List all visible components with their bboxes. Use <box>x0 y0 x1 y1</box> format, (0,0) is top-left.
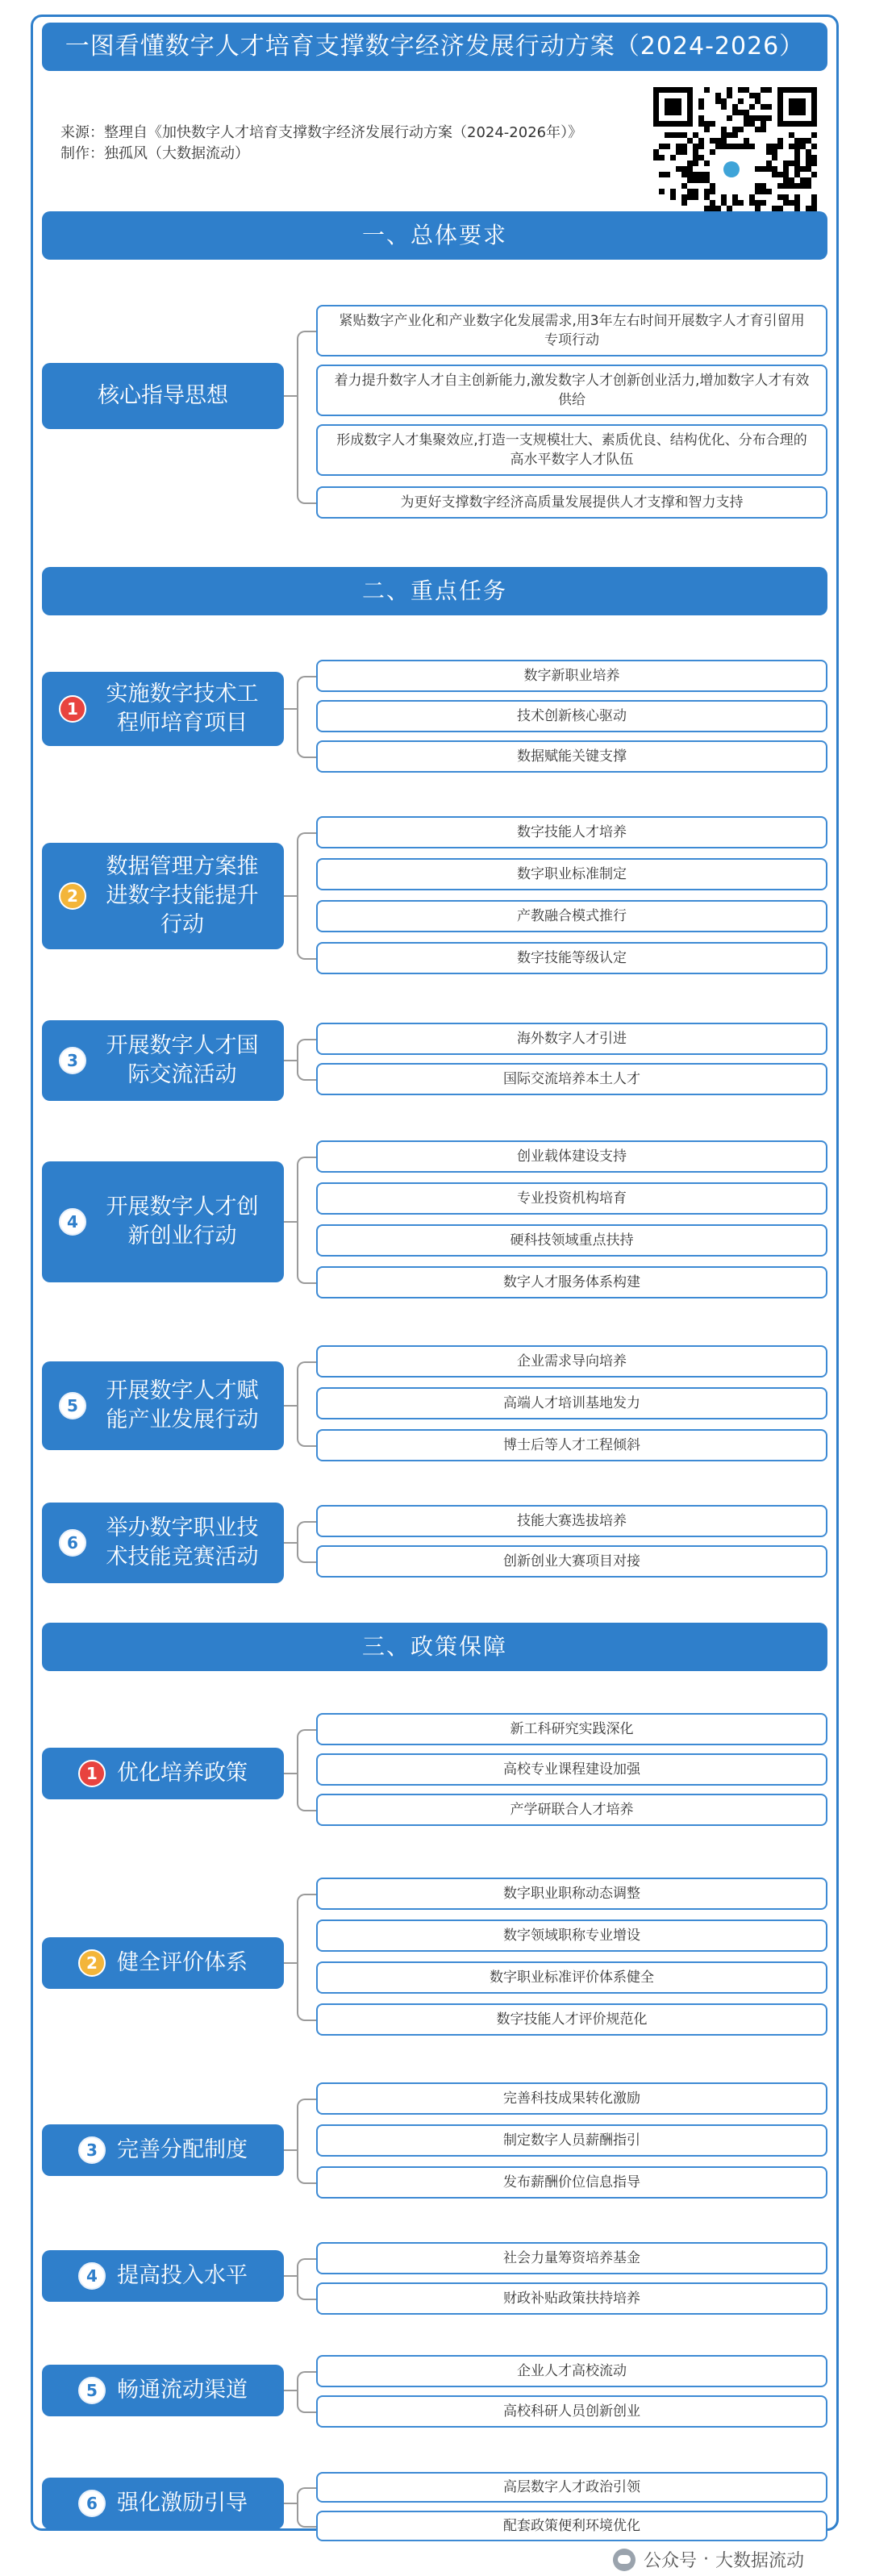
sub-item: 制定数字人员薪酬指引 <box>316 2124 827 2157</box>
sub-item: 高校科研人员创新创业 <box>316 2395 827 2428</box>
main-category-box <box>42 2250 284 2302</box>
number-badge: 3 <box>59 1047 86 1074</box>
wechat-icon <box>613 2549 636 2571</box>
connector-line <box>284 1060 297 1061</box>
sub-item: 硬科技领域重点扶持 <box>316 1224 827 1257</box>
sub-item: 财政补贴政策扶持培养 <box>316 2282 827 2315</box>
page-title: 一图看懂数字人才培育支撑数字经济发展行动方案（2024-2026） <box>42 23 827 71</box>
number-badge: 2 <box>78 1949 106 1977</box>
bracket <box>297 2099 316 2184</box>
number-badge: 1 <box>59 695 86 723</box>
main-category-label: 健全评价体系 <box>117 1950 248 1975</box>
main-category-label: 开展数字人才赋能产业发展行动 <box>106 1378 259 1432</box>
bracket <box>297 1361 316 1447</box>
source-line: 来源：整理自《加快数字人才培育支撑数字经济发展行动方案（2024-2026年）》 <box>60 124 583 141</box>
sub-item: 数字领域职称专业增设 <box>316 1919 827 1952</box>
sub-item: 创新创业大赛项目对接 <box>316 1545 827 1578</box>
sub-item: 数字新职业培养 <box>316 660 827 692</box>
sub-item: 数字人才服务体系构建 <box>316 1266 827 1298</box>
number-badge: 4 <box>59 1208 86 1236</box>
main-category-box <box>42 1161 284 1282</box>
footer-platform: 公众号 <box>644 2551 698 2571</box>
sub-item: 完善科技成果转化激励 <box>316 2082 827 2115</box>
main-category-label: 开展数字人才国际交流活动 <box>106 1033 259 1087</box>
author-line: 制作：独孤风（大数据流动） <box>60 145 249 162</box>
main-category-box <box>42 2124 284 2176</box>
bracket <box>297 1729 316 1811</box>
sub-item: 创业载体建设支持 <box>316 1140 827 1173</box>
main-category-box <box>42 2478 284 2529</box>
sub-item: 产学研联合人才培养 <box>316 1794 827 1826</box>
sub-item: 高层数字人才政治引领 <box>316 2472 827 2503</box>
number-badge: 5 <box>59 1392 86 1419</box>
sub-item: 数字技能人才培养 <box>316 816 827 848</box>
number-badge: 4 <box>78 2262 106 2290</box>
connector-line <box>284 1542 297 1544</box>
sub-item: 高端人才培训基地发力 <box>316 1387 827 1419</box>
connector-line <box>284 2390 297 2391</box>
number-badge: 3 <box>78 2136 106 2164</box>
main-category-label: 实施数字技术工程师培育项目 <box>106 682 259 736</box>
bracket <box>297 1157 316 1284</box>
bracket <box>297 2487 316 2528</box>
main-category-box <box>42 1503 284 1583</box>
connector-line <box>284 1962 297 1964</box>
sub-item: 产教融合模式推行 <box>316 900 827 932</box>
connector-line <box>284 2503 297 2504</box>
main-category-box <box>42 1361 284 1450</box>
section-title-2: 二、重点任务 <box>42 567 827 615</box>
sub-item: 社会力量筹资培养基金 <box>316 2242 827 2274</box>
sub-item: 专业投资机构培育 <box>316 1182 827 1215</box>
sub-item: 新工科研究实践深化 <box>316 1713 827 1745</box>
main-category-label: 举办数字职业技术技能竞赛活动 <box>106 1515 259 1569</box>
main-category-box <box>42 363 284 429</box>
sub-item: 数字职业标准评价体系健全 <box>316 1961 827 1994</box>
main-category-label: 开展数字人才创新创业行动 <box>106 1194 259 1248</box>
bracket <box>297 832 316 960</box>
sub-item: 数字职业职称动态调整 <box>316 1878 827 1910</box>
section-title-1: 一、总体要求 <box>42 211 827 260</box>
sub-item: 企业人才高校流动 <box>316 2355 827 2387</box>
main-category-label: 优化培养政策 <box>117 1761 248 1786</box>
section-title-3: 三、政策保障 <box>42 1623 827 1671</box>
sub-item: 形成数字人才集聚效应,打造一支规模壮大、素质优良、结构优化、分布合理的高水平数字人才队伍 <box>316 424 827 476</box>
number-badge: 6 <box>78 2490 106 2517</box>
number-badge: 2 <box>59 882 86 910</box>
main-category-box <box>42 2365 284 2416</box>
footer-account: 大数据流动 <box>715 2551 805 2571</box>
sub-item: 高校专业课程建设加强 <box>316 1753 827 1786</box>
bracket <box>297 2371 316 2413</box>
sub-item: 配套政策便利环境优化 <box>316 2511 827 2541</box>
sub-item: 为更好支撑数字经济高质量发展提供人才支撑和智力支持 <box>316 486 827 519</box>
main-category-box <box>42 1937 284 1989</box>
main-category-label: 畅通流动渠道 <box>117 2378 248 2403</box>
sub-item: 博士后等人才工程倾斜 <box>316 1429 827 1461</box>
number-badge: 5 <box>78 2377 106 2404</box>
main-category-label: 核心指导思想 <box>98 383 228 408</box>
bracket <box>297 2258 316 2300</box>
main-category-label: 完善分配制度 <box>117 2137 248 2162</box>
connector-line <box>284 895 297 897</box>
sub-item: 数字技能人才评价规范化 <box>316 2003 827 2036</box>
footer-separator: · <box>703 2549 710 2570</box>
number-badge: 1 <box>78 1760 106 1787</box>
bracket <box>297 1521 316 1563</box>
sub-item: 数字技能等级认定 <box>316 942 827 974</box>
connector-line <box>284 1221 297 1223</box>
number-badge: 6 <box>59 1529 86 1557</box>
connector-line <box>284 1405 297 1407</box>
bracket <box>297 331 316 504</box>
sub-item: 技术创新核心驱动 <box>316 700 827 732</box>
main-category-label: 数据管理方案推进数字技能提升行动 <box>106 854 259 937</box>
main-category-box <box>42 672 284 746</box>
main-category-box <box>42 1020 284 1101</box>
bracket <box>297 1039 316 1081</box>
connector-line <box>284 2149 297 2151</box>
footer-watermark <box>613 2547 804 2572</box>
main-category-box <box>42 1748 284 1799</box>
sub-item: 发布薪酬价位信息指导 <box>316 2166 827 2199</box>
bracket <box>297 676 316 758</box>
sub-item: 紧贴数字产业化和产业数字化发展需求,用3年左右时间开展数字人才育引留用专项行动 <box>316 305 827 356</box>
connector-line <box>284 708 297 710</box>
main-category-label: 提高投入水平 <box>117 2263 248 2288</box>
sub-item: 数据赋能关键支撑 <box>316 740 827 773</box>
sub-item: 技能大赛选拔培养 <box>316 1505 827 1537</box>
sub-item: 着力提升数字人才自主创新能力,激发数字人才创新创业活力,增加数字人才有效供给 <box>316 365 827 416</box>
main-category-box <box>42 843 284 949</box>
sub-item: 数字职业标准制定 <box>316 858 827 890</box>
main-category-label: 强化激励引导 <box>117 2491 248 2516</box>
connector-line <box>284 395 297 397</box>
connector-line <box>284 2275 297 2277</box>
bracket <box>297 1894 316 2021</box>
sub-item: 海外数字人才引进 <box>316 1023 827 1055</box>
connector-line <box>284 1773 297 1774</box>
sub-item: 企业需求导向培养 <box>316 1345 827 1378</box>
sub-item: 国际交流培养本土人才 <box>316 1063 827 1095</box>
